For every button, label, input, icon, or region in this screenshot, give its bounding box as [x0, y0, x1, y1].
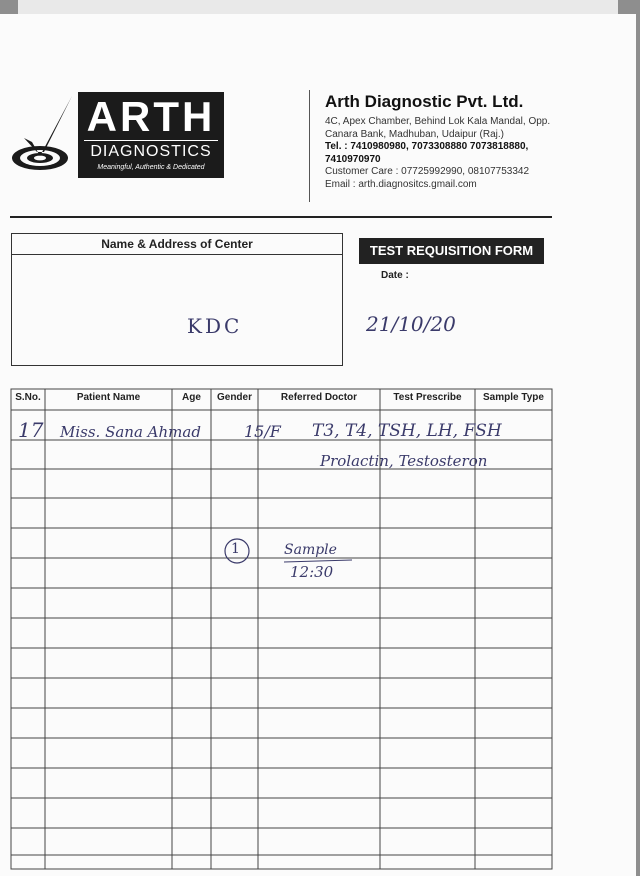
- entry-age-gender: 15/F: [244, 422, 281, 441]
- logo-tagline: Meaningful, Authentic & Dedicated: [97, 164, 205, 171]
- entry-tests-line1: T3, T4, TSH, LH, FSH: [312, 421, 502, 441]
- header-age: Age: [182, 392, 201, 403]
- header-sno: S.No.: [15, 392, 41, 403]
- company-name: Arth Diagnostic Pvt. Ltd.: [325, 92, 524, 111]
- customer-care: Customer Care : 07725992990, 08107753342: [325, 166, 530, 177]
- note-circled-number: 1: [231, 541, 240, 557]
- company-email: Email : arth.diagnositcs.gmail.com: [325, 178, 477, 190]
- date-label: Date :: [381, 270, 409, 281]
- entry-tests-line2: Prolactin, Testosteron: [320, 452, 488, 470]
- header-referred-doctor: Referred Doctor: [280, 392, 358, 403]
- date-handwritten: 21/10/20: [366, 312, 456, 336]
- note-sample-text: Sample: [284, 542, 337, 558]
- header-sample-type: Sample Type: [483, 392, 544, 403]
- header-gender: Gender: [216, 392, 252, 403]
- company-address: 4C, Apex Chamber, Behind Lok Kala Mandal, Opp. Canara Bank, Madhuban, Udaipur (Raj.): [325, 116, 551, 140]
- entry-patient-name: Miss. Sana Ahmad: [60, 423, 201, 441]
- logo-sub-text: DIAGNOSTICS: [90, 143, 212, 160]
- company-telephone: Tel. : 7410980980, 7073308880 7073818880, 7410970970: [325, 141, 529, 165]
- note-sample-time: 12:30: [290, 563, 334, 581]
- header-test-prescribe: Test Prescribe: [393, 392, 462, 403]
- entry-sno: 17: [18, 418, 44, 442]
- logo-main-text: ARTH: [86, 93, 216, 140]
- center-name-handwritten: KDC: [187, 314, 243, 338]
- form-title-banner: TEST REQUISITION FORM: [359, 238, 544, 264]
- center-box-title: Name & Address of Center: [12, 234, 342, 255]
- header-patient-name: Patient Name: [76, 392, 141, 403]
